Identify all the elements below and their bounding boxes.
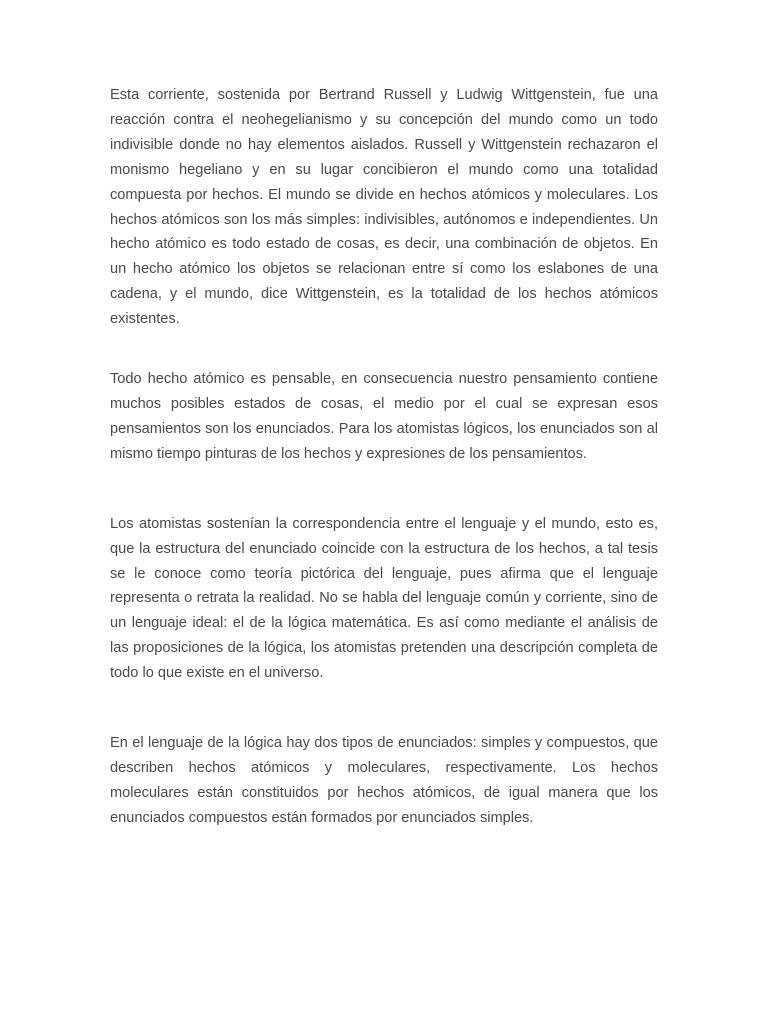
paragraph-4: En el lenguaje de la lógica hay dos tipos de enunciados: simples y compuestos, que describen hechos atómicos y moleculares, respectivamente. Los hechos moleculares están constituidos por hechos atómicos, de igual manera que los enunciados compuestos están formados por enunciados simples.	[110, 735, 658, 826]
paragraph-3: Los atomistas sostenían la correspondencia entre el lenguaje y el mundo, esto es, que la estructura del enunciado coincide con la estructura de los hechos, a tal tesis se le conoce como teoría pictórica del lenguaje, pues afirma que el lenguaje representa o retrata la realidad. No se habla del lenguaje común y corriente, sino de un lenguaje ideal: el de la lógica matemática. Es así como mediante el análisis de las proposiciones de la lógica, los atomistas pretenden una descripción completa de todo lo que existe en el universo.	[110, 515, 658, 682]
document-body	[110, 83, 658, 831]
paragraph-2: Todo hecho atómico es pensable, en consecuencia nuestro pensamiento contiene muchos posibles estados de cosas, el medio por el cual se expresan esos pensamientos son los enunciados. Para los atomistas lógicos, los enunciados son al mismo tiempo pinturas de los hechos y expresiones de los pensamientos.	[110, 371, 658, 462]
paragraph-1: Esta corriente, sostenida por Bertrand Russell y Ludwig Wittgenstein, fue una reacción contra el neohegelianismo y su concepción del mundo como un todo indivisible donde no hay elementos aislados. Russell y Wittgenstein rechazaron el monismo hegeliano y en su lugar concibieron el mundo como una totalidad compuesta por hechos. El mundo se divide en hechos atómicos y moleculares. Los hechos atómicos son los más simples: indivisibles, autónomos e independientes. Un hecho atómico es todo estado de cosas, es decir, una combinación de objetos. En un hecho atómico los objetos se relacionan entre sí como los eslabones de una cadena, y el mundo, dice Wittgenstein, es la totalidad de los hechos atómicos existentes.	[110, 87, 658, 328]
